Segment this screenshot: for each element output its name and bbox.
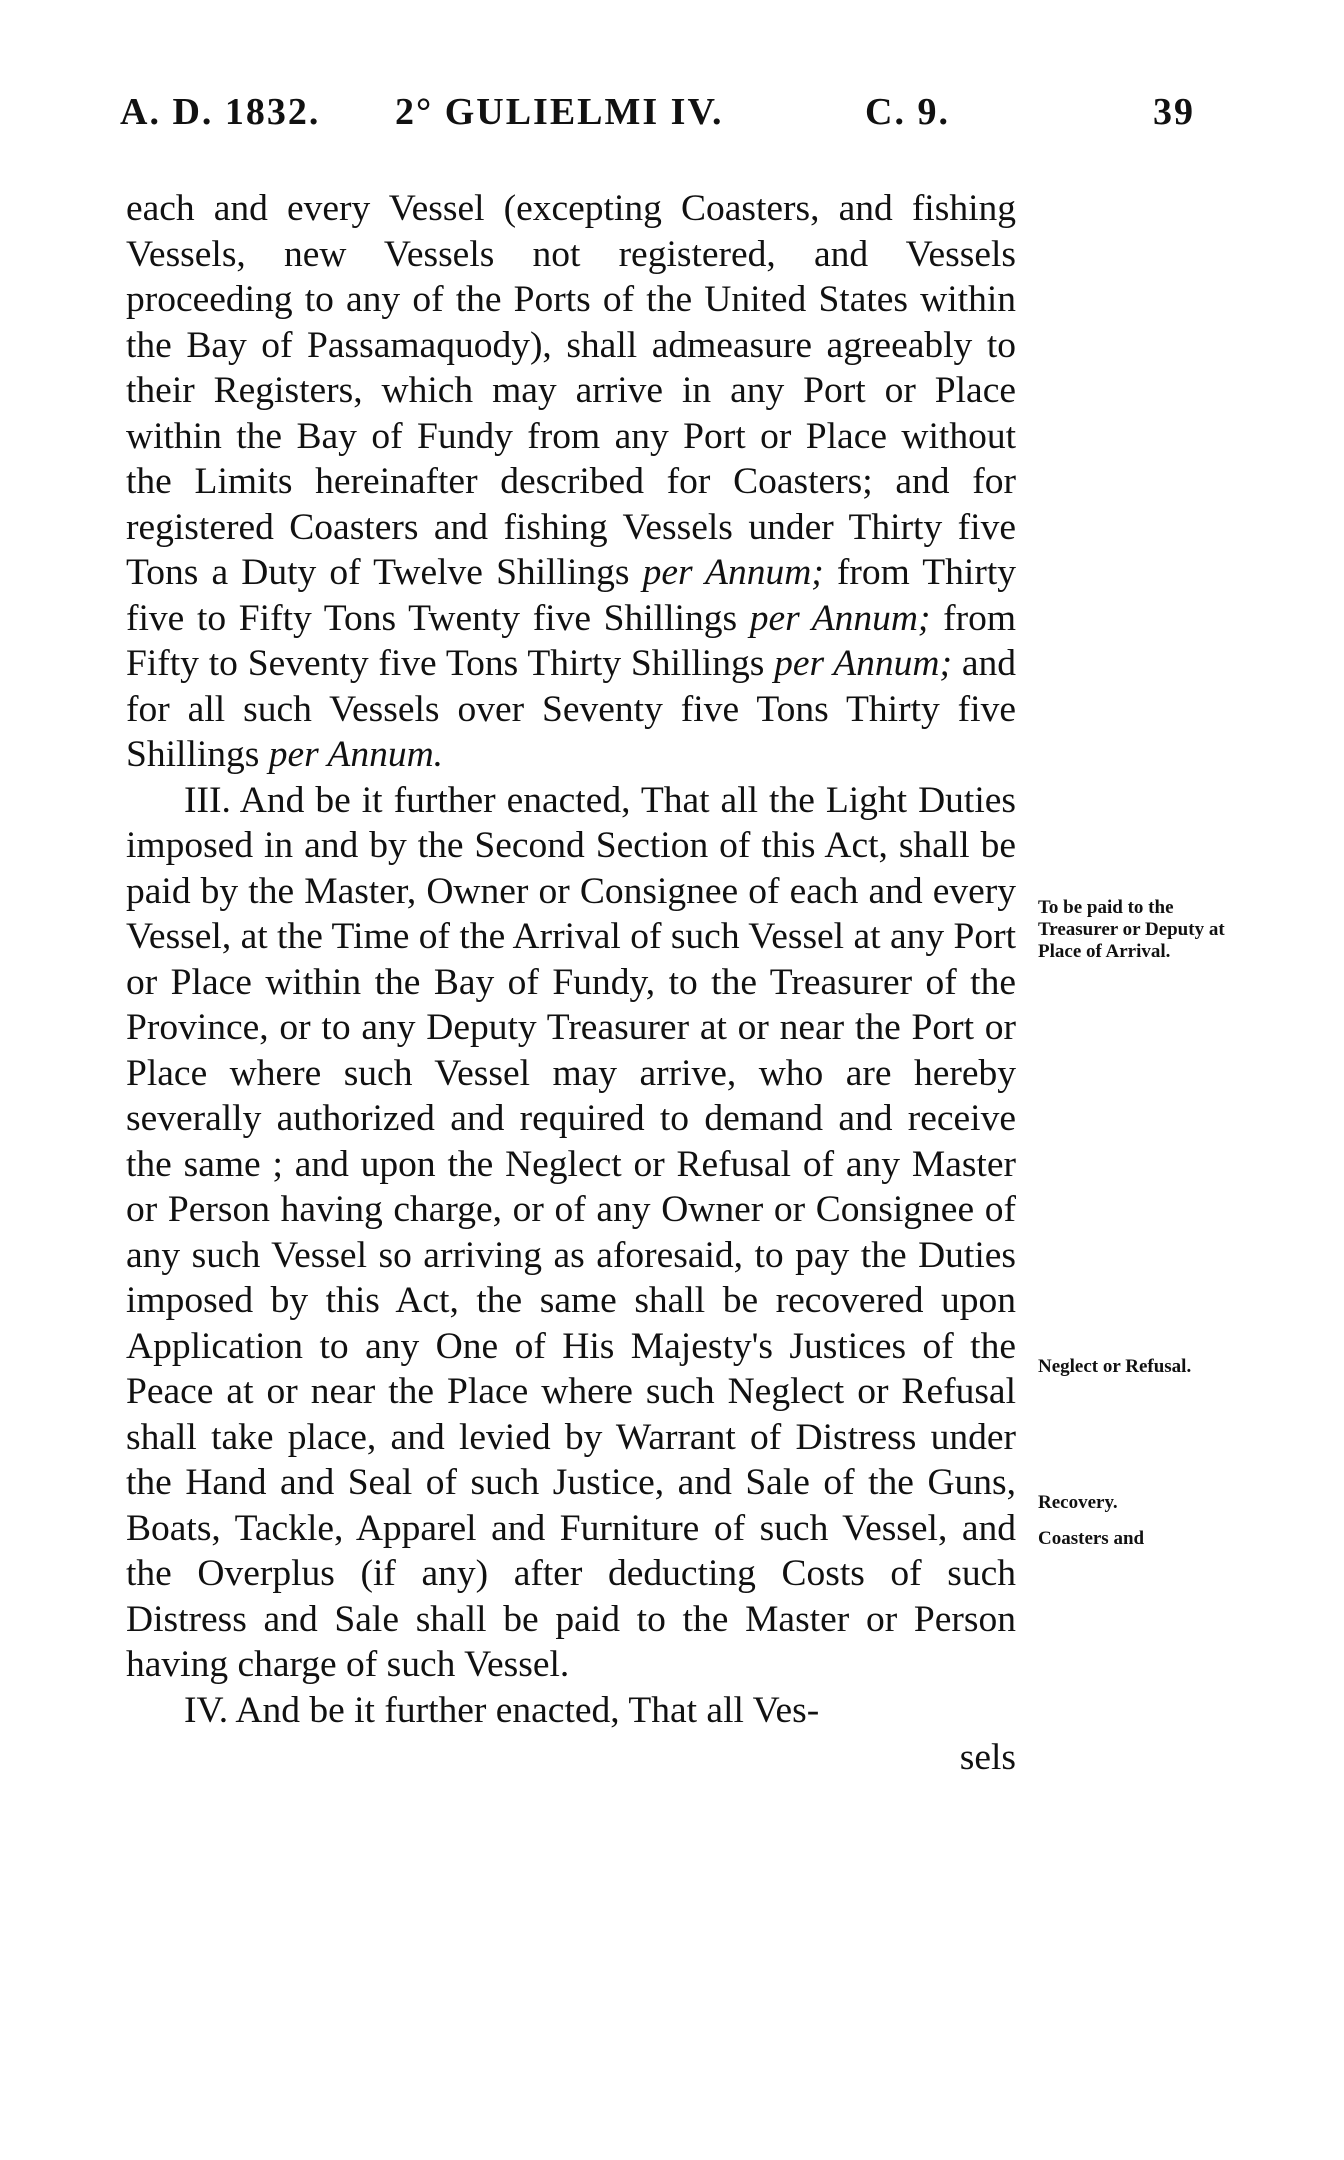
section-3: III. And be it further enacted, That all the Light Duties imposed in and by the Second Section of this Act, shall be paid by the Master, Owner or Consignee of each and every Vessel, at the Time of the Arrival of such Vessel at any Port or Place within the Bay of Fundy, to the Treasurer of the Province, or to any Deputy Treasurer at or near the Port or Place where such Vessel may arrive, who are hereby severally authorized and required to demand and receive the same ; and upon the Neglect or Refusal of any Master or Person having charge, or of any Owner or Consignee of any such Vessel so arriving as aforesaid, to pay the Duties imposed by this Act, the same shall be recovered upon Application to any One of His Majesty's Justices of the Peace at or near the Place where such Neglect or Refusal shall take place, and levied by Warrant of Distress under the Hand and Seal of such Justice, and Sale of the Guns, Boats, Tackle, Apparel and Furniture of such Vessel, and the Overplus (if any) after deducting Costs of such Distress and Sale shall be paid to the Master or Person having charge of such Vessel.: [126, 779, 1016, 1685]
per-annum-4: per Annum.: [268, 734, 444, 775]
section-4: IV. And be it further enacted, That all Ves-: [184, 1689, 820, 1731]
body-text: [126, 186, 1016, 1781]
paragraph-text-1: each and every Vessel (excepting Coasters, and fishing Vessels, new Vessels not registered, and Vessels proceeding to any of the Ports of the United States within the Bay of Passamaquody), shall admeasure agreeably to their Registers, which may arrive in any Port or Place within the Bay of Fundy from any Port or Place without the Limits hereinafter described for Coasters; and for registered Coasters and fishing Vessels under Thirty five Tons a Duty of Twelve Shillings: [126, 188, 1016, 593]
header-chapter: C. 9.: [865, 91, 950, 133]
marginal-note-payment: To be paid to the Treasurer or Deputy at Place of Arrival.: [1038, 897, 1225, 962]
marginal-note-neglect: Neglect or Refusal.: [1038, 1356, 1192, 1377]
paragraph-text-2: from Thirty five to Fifty Tons Twenty five Shillings: [126, 552, 1017, 639]
per-annum-3: per Annum;: [774, 643, 953, 684]
paragraph-text-3: from Fifty to Seventy five Tons Thirty Shillings: [126, 597, 1016, 684]
page-number: 39: [1153, 91, 1195, 133]
paragraph-text-4: and for all such Vessels over Seventy five Tons Thirty five Shillings: [126, 643, 1016, 775]
continued-paragraph: [126, 186, 1016, 778]
per-annum-2: per Annum;: [749, 597, 931, 639]
running-head: [120, 90, 1195, 150]
header-reign: 2° GULIELMI IV.: [395, 91, 724, 133]
marginal-note-recovery: Recovery.: [1038, 1492, 1118, 1513]
per-annum-1: per Annum;: [642, 552, 824, 593]
header-year: A. D. 1832.: [120, 91, 321, 133]
catchword: sels: [959, 1737, 1016, 1778]
marginal-note-coasters: Coasters and: [1038, 1528, 1145, 1549]
